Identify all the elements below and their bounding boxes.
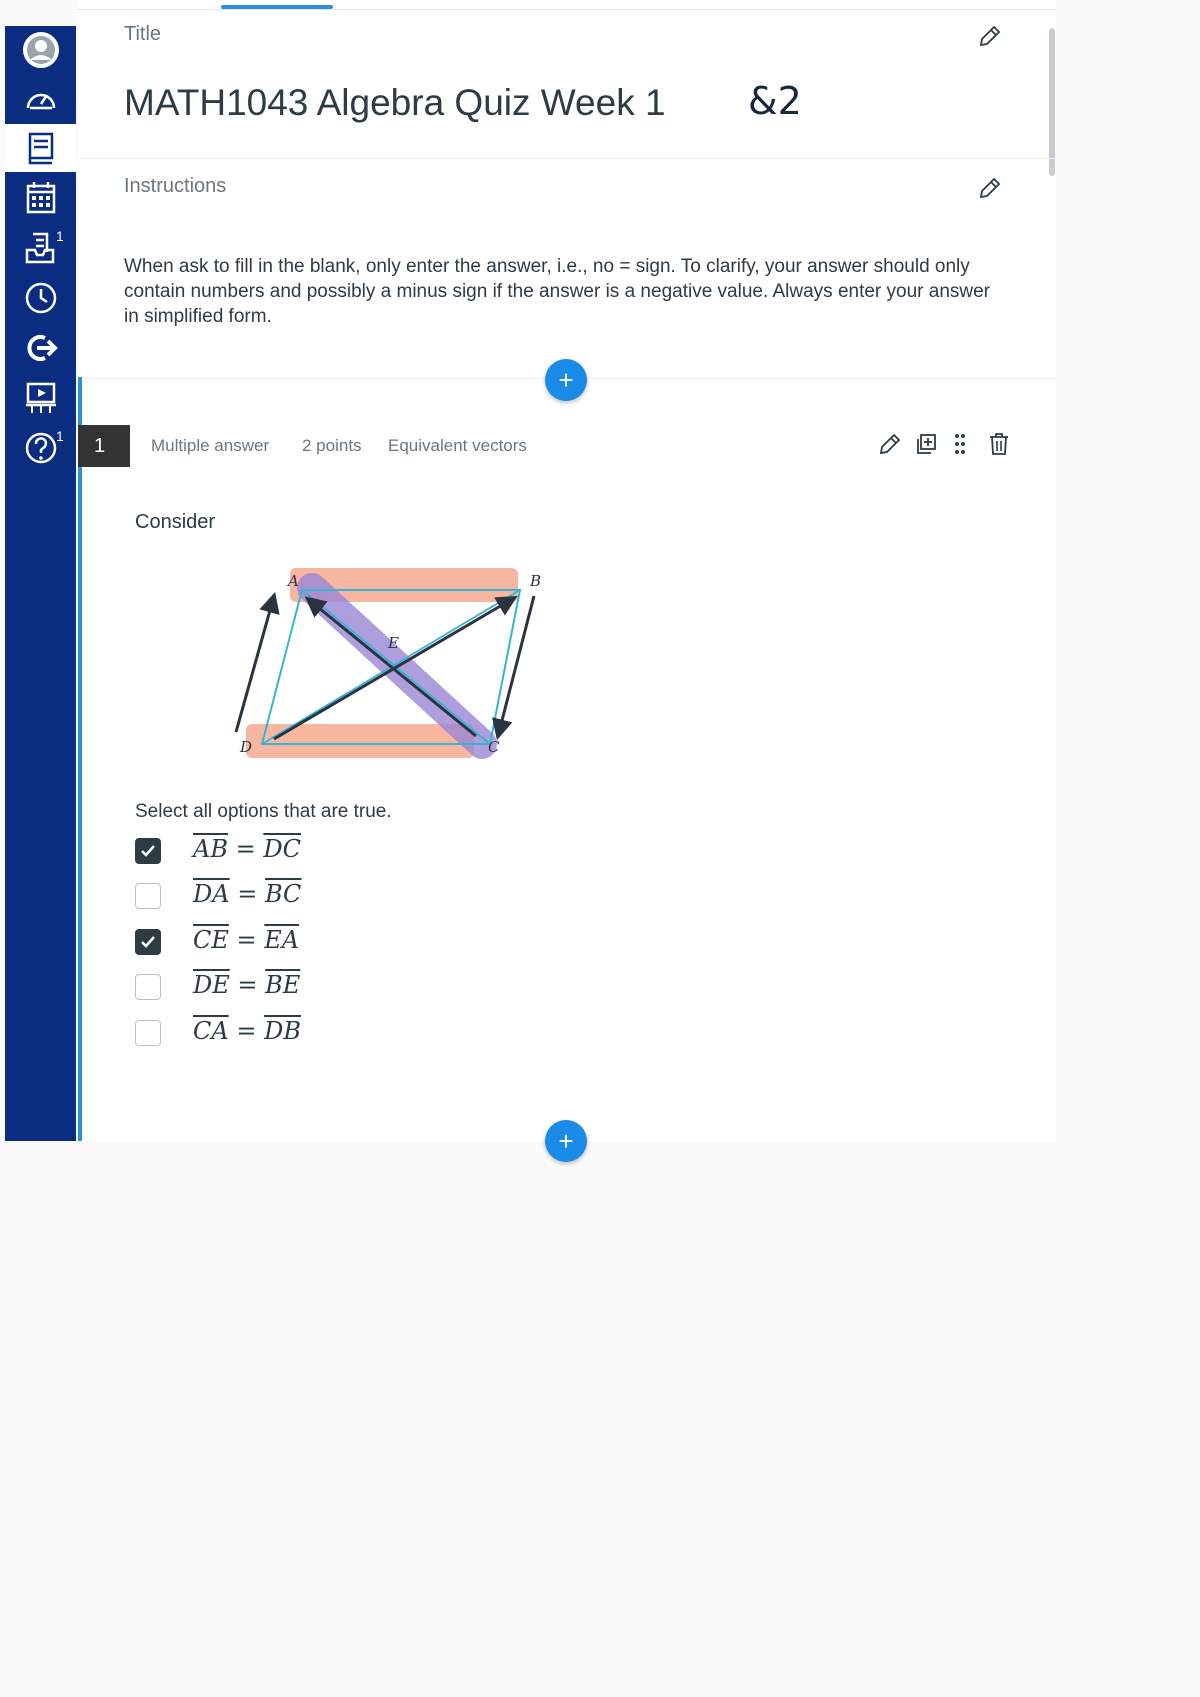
nav-inbox[interactable] — [5, 224, 76, 272]
drag-handle-icon[interactable] — [952, 432, 968, 456]
vertex-c-label: C — [488, 738, 500, 756]
account-icon — [21, 30, 61, 70]
title-label: Title — [124, 23, 162, 45]
option-checkbox-unchecked[interactable] — [135, 883, 161, 909]
global-nav-sidebar — [5, 26, 76, 1141]
option-checkbox-unchecked[interactable] — [135, 1020, 161, 1046]
option-label: $\overline{DE} = \overline{BE}$ — [193, 971, 301, 999]
parallelogram-diagram — [148, 556, 558, 766]
question-focus-border — [78, 377, 82, 1141]
arrow-bc — [498, 596, 534, 736]
question-points: 2 points — [302, 436, 362, 455]
delete-question-trash-icon[interactable] — [988, 432, 1010, 456]
question-type: Multiple answer — [151, 436, 270, 455]
option-checkbox-checked[interactable] — [135, 929, 161, 955]
question-prompt: Select all options that are true. — [135, 801, 392, 822]
vertex-d-label: D — [240, 738, 253, 756]
handwritten-annotation-text: &2 — [748, 79, 802, 123]
nav-courses[interactable] — [5, 124, 76, 172]
option-label: $\overline{CE} = \overline{EA}$ — [193, 926, 300, 954]
nav-history[interactable] — [5, 274, 76, 322]
question-stem: Consider — [135, 511, 216, 533]
arrow-da — [236, 596, 274, 732]
title-divider — [78, 158, 1056, 159]
duplicate-question-icon[interactable] — [914, 432, 938, 456]
commons-icon — [23, 330, 59, 366]
inbox-badge: 1 — [56, 228, 64, 244]
inbox-icon — [23, 230, 59, 266]
quiz-editor — [78, 0, 1056, 1156]
quiz-title: MATH1043 Algebra Quiz Week 1 — [124, 82, 666, 123]
vertex-a-label: A — [288, 572, 299, 590]
question-number: 1 — [78, 425, 130, 467]
checkmark-icon — [137, 840, 159, 862]
nav-help[interactable] — [5, 424, 76, 472]
edit-question-pencil-icon[interactable] — [878, 432, 902, 456]
add-question-button[interactable]: + — [545, 359, 587, 401]
nav-commons[interactable] — [5, 324, 76, 372]
edit-title-pencil-icon[interactable] — [978, 24, 1002, 48]
nav-calendar[interactable] — [5, 174, 76, 222]
calendar-icon — [24, 180, 58, 216]
courses-icon — [24, 130, 58, 166]
history-icon — [23, 280, 59, 316]
help-badge: 1 — [56, 428, 64, 444]
vertex-b-label: B — [530, 572, 542, 590]
nav-studio[interactable] — [5, 374, 76, 422]
option-label: $\overline{CA} = \overline{DB}$ — [193, 1017, 301, 1045]
nav-account[interactable] — [5, 26, 76, 74]
instructions-label: Instructions — [124, 175, 227, 197]
nav-dashboard[interactable] — [5, 76, 76, 124]
arrow-ca — [308, 599, 476, 736]
vertex-e-label: E — [388, 634, 399, 652]
instructions-text: When ask to fill in the blank, only enter the answer, i.e., no = sign. To clarify, your answer should only contain numbers and possibly a minus sign if the answer is a negative value. Always enter your answer in simplified form. — [124, 256, 991, 327]
highlight-dc — [246, 724, 474, 758]
option-label: $\overline{AB} = \overline{DC}$ — [193, 835, 301, 863]
option-checkbox-unchecked[interactable] — [135, 974, 161, 1000]
add-question-button-bottom[interactable]: + — [545, 1120, 587, 1162]
edit-instructions-pencil-icon[interactable] — [978, 176, 1002, 200]
question-topic: Equivalent vectors — [388, 436, 527, 455]
help-icon — [23, 430, 59, 466]
studio-icon — [23, 380, 59, 416]
option-checkbox-checked[interactable] — [135, 838, 161, 864]
option-label: $\overline{DA} = \overline{BC}$ — [193, 880, 302, 908]
dashboard-icon — [23, 82, 59, 118]
scrollbar-thumb[interactable] — [1049, 28, 1055, 176]
checkmark-icon — [137, 931, 159, 953]
handwritten-annotation — [746, 70, 808, 128]
top-rule — [78, 9, 1056, 10]
